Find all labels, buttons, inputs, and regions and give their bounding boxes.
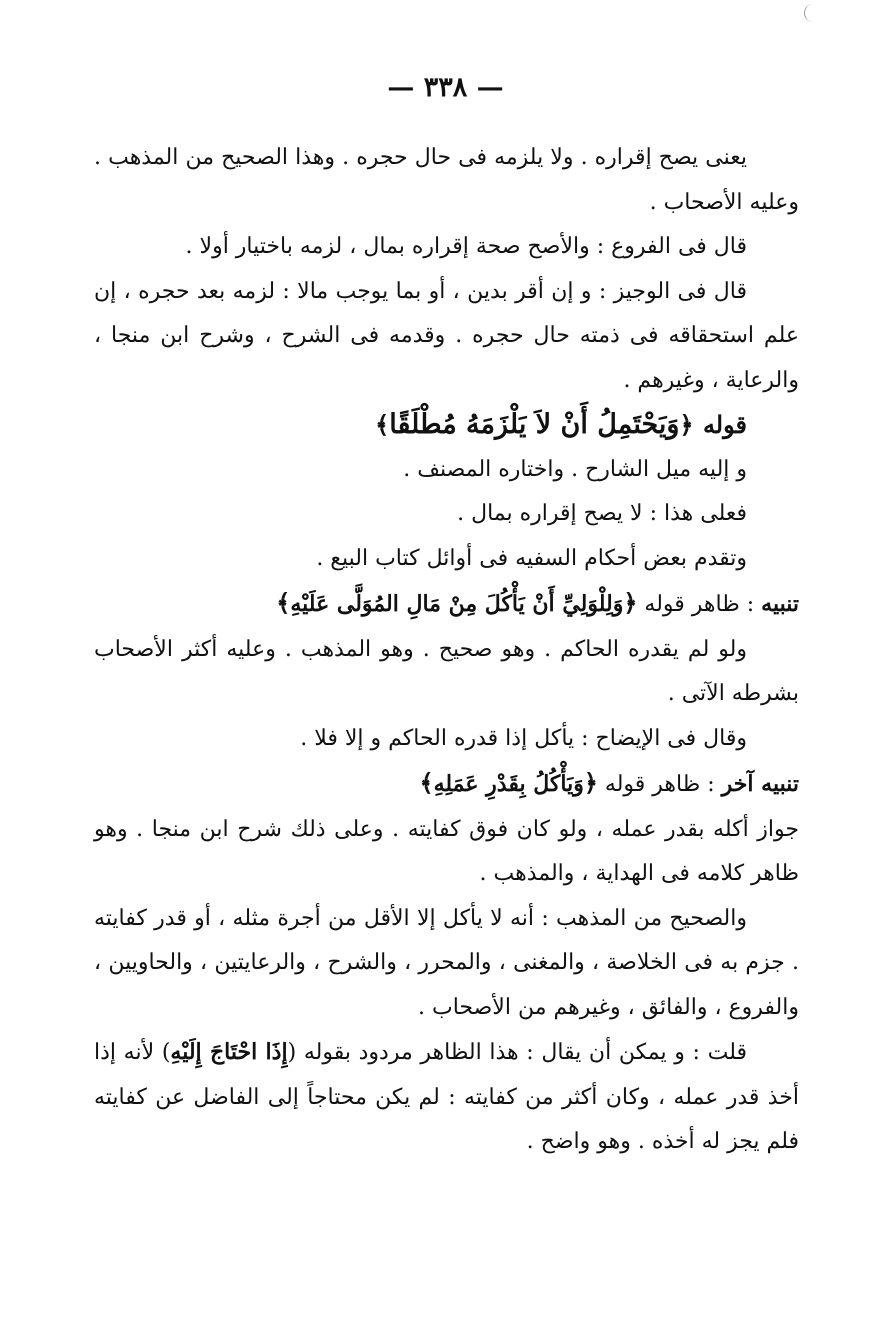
page-number: — ٣٣٨ — xyxy=(387,72,504,103)
quote-lead: قوله xyxy=(702,410,747,439)
scan-corner-mark xyxy=(804,4,819,22)
paragraph-1: يعنى يصح إقراره . ولا يلزمه فى حال حجره . وهذا الصحيح من المذهب . وعليه الأصحاب . xyxy=(94,145,799,215)
note-heading-2 xyxy=(94,761,799,808)
paragraph-3: قال فى الوجيز : و إن أقر بدين ، أو بما يوجب مالا : لزمه بعد حجره ، إن علم استحقاقه فى ذمته حال حجره . وقدمه فى الشرح ، وشرح ابن منجا ، والرعاية ، وغيرهم . xyxy=(94,278,799,393)
quote-open-bracket: ﴿ xyxy=(679,410,694,439)
note-label: تنبيه آخر xyxy=(721,771,799,797)
paragraph-5: فعلى هذا : لا يصح إقراره بمال . xyxy=(457,501,747,526)
paragraph-11-after: لأنه إذا أخذ قدر عمله ، وكان أكثر من كفايته : لم يكن محتاجاً إلى الفاضل عن كفايته فلم يجز له أخذه . وهو واضح . xyxy=(94,1040,799,1154)
note-quote-text: وَلِلْوَلِيِّ أَنْ يَأْكُلَ مِنْ مَالِ المُوَلَّى عَلَيْهِ xyxy=(290,591,624,617)
paragraph-9: جواز أكله بقدر عمله ، ولو كان فوق كفايته . وعلى ذلك شرح ابن منجا . وهو ظاهر كلامه فى الهداية ، والمذهب . xyxy=(94,816,799,886)
inline-close-paren: ) xyxy=(161,1040,171,1065)
quote-close-bracket: ﴾ xyxy=(375,410,390,439)
paragraph-4: و إليه ميل الشارح . واختاره المصنف . xyxy=(403,456,747,482)
quote-heading-1 xyxy=(94,403,799,448)
page-body xyxy=(94,136,799,1165)
paragraph-11-before: قلت : و يمكن أن يقال : هذا الظاهر مردود بقوله xyxy=(303,1040,747,1065)
paragraph-8: وقال فى الإيضاح : يأكل إذا قدره الحاكم و إلا فلا . xyxy=(300,725,747,751)
note-heading-1 xyxy=(94,581,799,628)
note-quote-text: وَيَأْكُلُ بِقَدْرِ عَمَلِهِ xyxy=(433,771,584,797)
note-open-bracket: ﴿ xyxy=(623,588,638,617)
inline-open-paren: ( xyxy=(287,1040,297,1065)
inline-quote-text: إِذَا احْتَاجَ إِلَيْهِ xyxy=(170,1039,288,1065)
paragraph-2: قال فى الفروع : والأصح صحة إقراره بمال ، لزمه باختيار أولا . xyxy=(185,234,747,259)
paragraph-6: وتقدم بعض أحكام السفيه فى أوائل كتاب البيع . xyxy=(316,545,747,571)
paragraph-7: ولو لم يقدره الحاكم . وهو صحيح . وهو المذهب . وعليه أكثر الأصحاب بشرطه الآتى . xyxy=(94,636,799,706)
note-label: تنبيه xyxy=(761,591,799,617)
note-open-bracket: ﴿ xyxy=(583,768,598,797)
note-close-bracket: ﴾ xyxy=(276,588,291,617)
paragraph-11 xyxy=(94,1030,799,1165)
note-close-bracket: ﴾ xyxy=(419,768,434,797)
quote-text: وَيَحْتَمِلُ أَنْ لاَ يَلْزَمَهُ مُطْلَقًا xyxy=(389,409,680,440)
paragraph-10: والصحيح من المذهب : أنه لا يأكل إلا الأقل من أجرة مثله ، أو قدر كفايته . جزم به فى الخلاصة ، والمغنى ، والمحرر ، والشرح ، والرعايتين ، والحاويين ، والفروع ، والفائق ، وغيرهم من الأصحاب . xyxy=(94,905,799,1020)
note-lead: : ظاهر قوله xyxy=(644,592,755,617)
note-lead: : ظاهر قوله xyxy=(604,772,715,797)
